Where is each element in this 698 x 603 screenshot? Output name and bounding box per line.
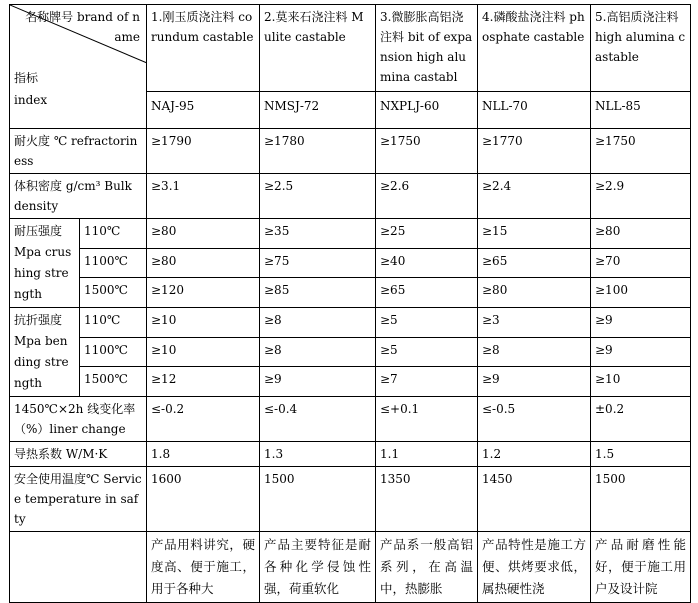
table-row-service-temp [10,467,691,532]
cell: ≥100 [591,278,691,308]
cell: ≤-0.2 [147,397,260,442]
cell: ≥10 [147,337,260,367]
cell: ≥80 [147,248,260,278]
product-code-3: NXPLJ-60 [376,91,477,116]
table-row-notes [10,532,691,603]
cell: ≥2.4 [478,174,591,219]
cell: ≥5 [376,308,478,338]
note-cell: 产品系一般高铝系列，在高温中，热膨胀 [376,532,478,603]
cell: 1.3 [260,442,376,467]
note-cell: 产品用料讲究，硬度高、便于施工，用于各种大 [147,532,260,603]
cell: ≥9 [591,337,691,367]
cell: ≥40 [376,248,478,278]
table-row-bending-1100 [10,337,691,367]
cell: 1.1 [376,442,478,467]
cell: ≥65 [376,278,478,308]
temp-label: 110℃ [80,219,147,249]
row-label-linear-change: 1450℃×2h 线变化率（%）liner change [10,397,147,442]
temp-label: 1100℃ [80,337,147,367]
table-row-density [10,174,691,219]
product-header-2: 2.莫来石浇注料 Mulite castable NMSJ-72 [260,5,376,129]
cell: ≥85 [260,278,376,308]
table-row-conductivity [10,442,691,467]
product-header-3: 3.微膨胀高铝浇注料 bit of expansion high alumina castabl NXPLJ-60 [376,5,478,129]
temp-label: 110℃ [80,308,147,338]
cell: ≥1750 [591,129,691,174]
corner-header-cell [10,5,147,129]
table-row-bending-110 [10,308,691,338]
cell: 1350 [376,467,478,532]
cell: ≥80 [147,219,260,249]
cell: ≤-0.5 [478,397,591,442]
corner-bottom-label: 指标 index [14,71,48,107]
cell: ≥120 [147,278,260,308]
cell: ≥1750 [376,129,478,174]
table-header-row [10,5,691,129]
temp-label: 1500℃ [80,367,147,397]
note-cell: 产品耐磨性能好，便于施工用户及设计院 [591,532,691,603]
cell: 1.2 [478,442,591,467]
cell: ≥80 [591,219,691,249]
cell: ≤+0.1 [376,397,478,442]
cell: 1500 [260,467,376,532]
table-row-bending-1500 [10,367,691,397]
row-label-service-temp: 安全使用温度℃ Service temperature in safty [10,467,147,532]
cell: ≥1770 [478,129,591,174]
cell: 1.5 [591,442,691,467]
table-row-linear-change [10,397,691,442]
row-label-notes [10,532,147,603]
product-code-2: NMSJ-72 [260,91,375,116]
cell: 1500 [591,467,691,532]
row-label-refractoriness: 耐火度 ℃ refractoriness [10,129,147,174]
cell: ≥8 [260,337,376,367]
cell: ≥8 [478,337,591,367]
cell: ≥2.9 [591,174,691,219]
row-label-conductivity: 导热系数 W/M·K [10,442,147,467]
product-header-4: 4.磷酸盐浇注料 phosphate castable NLL-70 [478,5,591,129]
cell: ≥70 [591,248,691,278]
cell: ≥75 [260,248,376,278]
row-label-density: 体积密度 g/cm³ Bulk density [10,174,147,219]
table-row-crushing-1500 [10,278,691,308]
cell: 1450 [478,467,591,532]
row-label-crushing: 耐压强度 Mpa crushing strength [10,219,80,308]
cell: ≥9 [591,308,691,338]
cell: ≥2.6 [376,174,478,219]
note-cell: 产品主要特征是耐各种化学侵蚀性强，荷重软化 [260,532,376,603]
row-label-bending: 抗折强度 Mpa bending strength [10,308,80,397]
cell: ≥65 [478,248,591,278]
note-cell: 产品特性是施工方便、烘烤要求低，属热硬性浇 [478,532,591,603]
corner-top-label: 名称牌号 brand of name [25,10,140,44]
cell: ≥35 [260,219,376,249]
cell: ≥15 [478,219,591,249]
cell: ≥25 [376,219,478,249]
table-row-refractoriness [10,129,691,174]
cell: ≥1790 [147,129,260,174]
cell: ≥10 [147,308,260,338]
product-code-1: NAJ-95 [147,91,259,116]
temp-label: 1100℃ [80,248,147,278]
cell: ±0.2 [591,397,691,442]
cell: ≥3 [478,308,591,338]
specification-table [9,4,691,603]
cell: ≥80 [478,278,591,308]
cell: ≥9 [260,367,376,397]
product-code-5: NLL-85 [591,91,690,116]
cell: 1.8 [147,442,260,467]
cell: ≥8 [260,308,376,338]
cell: ≥1780 [260,129,376,174]
cell: ≥12 [147,367,260,397]
cell: ≥9 [478,367,591,397]
cell: ≥2.5 [260,174,376,219]
cell: ≤-0.4 [260,397,376,442]
cell: ≥10 [591,367,691,397]
table-row-crushing-110 [10,219,691,249]
product-code-4: NLL-70 [478,91,590,116]
table-row-crushing-1100 [10,248,691,278]
cell: ≥5 [376,337,478,367]
temp-label: 1500℃ [80,278,147,308]
cell: 1600 [147,467,260,532]
cell: ≥3.1 [147,174,260,219]
product-header-5: 5.高铝质浇注料 high alumina castable NLL-85 [591,5,691,129]
cell: ≥7 [376,367,478,397]
product-header-1: 1.刚玉质浇注料 corundum castable NAJ-95 [147,5,260,129]
